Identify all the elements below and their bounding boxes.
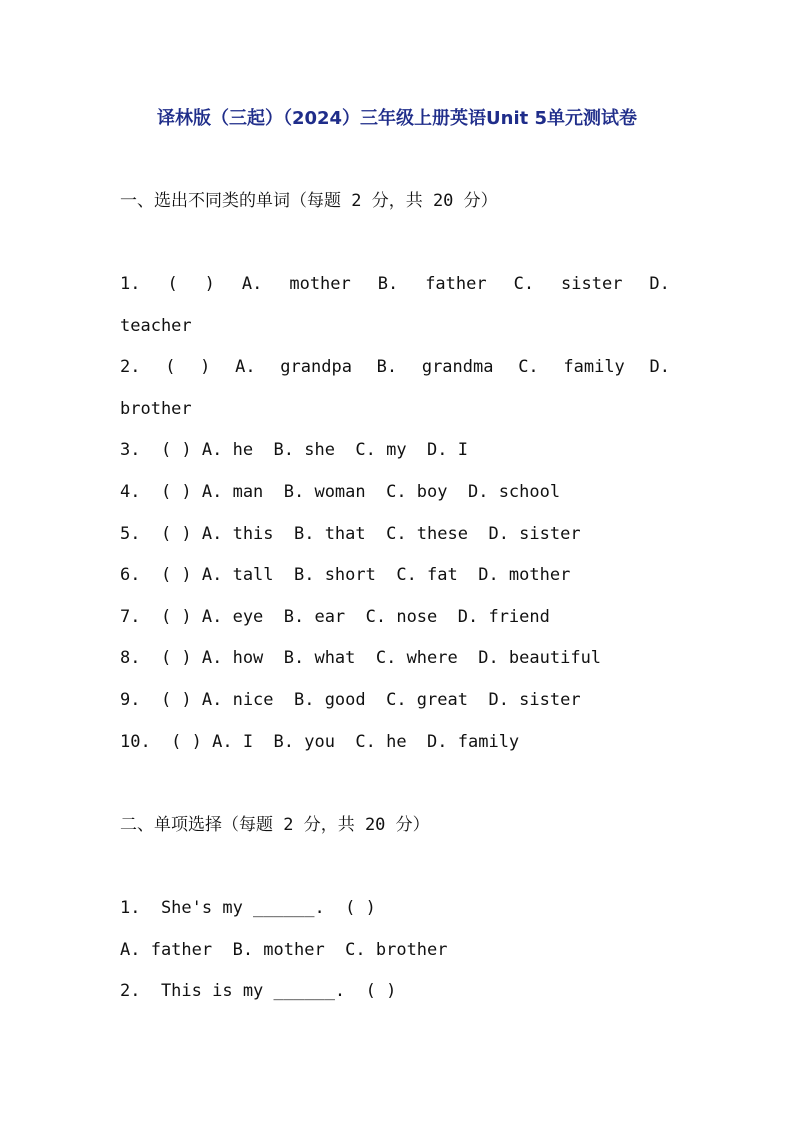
page-title: 译林版（三起）（2024）三年级上册英语Unit 5单元测试卷: [156, 108, 638, 129]
mc-question-1: 1. She's my ______. ( ): [120, 898, 376, 918]
question-10: 10. ( ) A. I B. you C. he D. family: [120, 732, 520, 752]
question-3: 3. ( ) A. he B. she C. my D. I: [120, 440, 468, 460]
mc-question-1-options: A. father B. mother C. brother: [120, 940, 448, 960]
option-c-letter: C.: [518, 357, 539, 377]
question-number: 2.: [120, 357, 141, 377]
option-b-letter: B.: [377, 274, 399, 294]
option-c-word: family: [563, 357, 625, 377]
mc-question-2: 2. This is my ______. ( ): [120, 981, 397, 1001]
question-8: 8. ( ) A. how B. what C. where D. beautiful: [120, 648, 602, 668]
option-a-letter: A.: [241, 274, 263, 294]
question-2-line: [120, 356, 670, 378]
option-c-letter: C.: [513, 274, 535, 294]
option-c-word: sister: [561, 274, 623, 294]
section1-heading: 一、选出不同类的单词（每题 2 分，共 20 分）: [120, 191, 498, 211]
option-b-letter: B.: [376, 357, 398, 377]
question-5: 5. ( ) A. this B. that C. these D. sister: [120, 524, 581, 544]
option-a-letter: A.: [235, 357, 256, 377]
option-a-word: mother: [289, 274, 351, 294]
option-d-letter: D.: [649, 357, 670, 377]
question-4: 4. ( ) A. man B. woman C. boy D. school: [120, 482, 561, 502]
answer-paren-open: (: [167, 274, 178, 294]
question-9: 9. ( ) A. nice B. good C. great D. sister: [120, 690, 581, 710]
answer-paren-close: ): [200, 357, 211, 377]
section2-heading: 二、单项选择（每题 2 分，共 20 分）: [120, 815, 430, 835]
question-6: 6. ( ) A. tall B. short C. fat D. mother: [120, 565, 571, 585]
question-7: 7. ( ) A. eye B. ear C. nose D. friend: [120, 607, 550, 627]
question-1-line: [120, 273, 670, 295]
answer-paren-close: ): [204, 274, 215, 294]
option-a-word: grandpa: [280, 357, 352, 377]
answer-paren-open: (: [165, 357, 176, 377]
option-d-letter: D.: [649, 274, 670, 294]
question-1-continuation: teacher: [120, 316, 192, 336]
option-b-word: father: [425, 274, 487, 294]
option-b-word: grandma: [421, 357, 494, 377]
question-number: 1.: [120, 274, 141, 294]
question-2-continuation: brother: [120, 399, 192, 419]
